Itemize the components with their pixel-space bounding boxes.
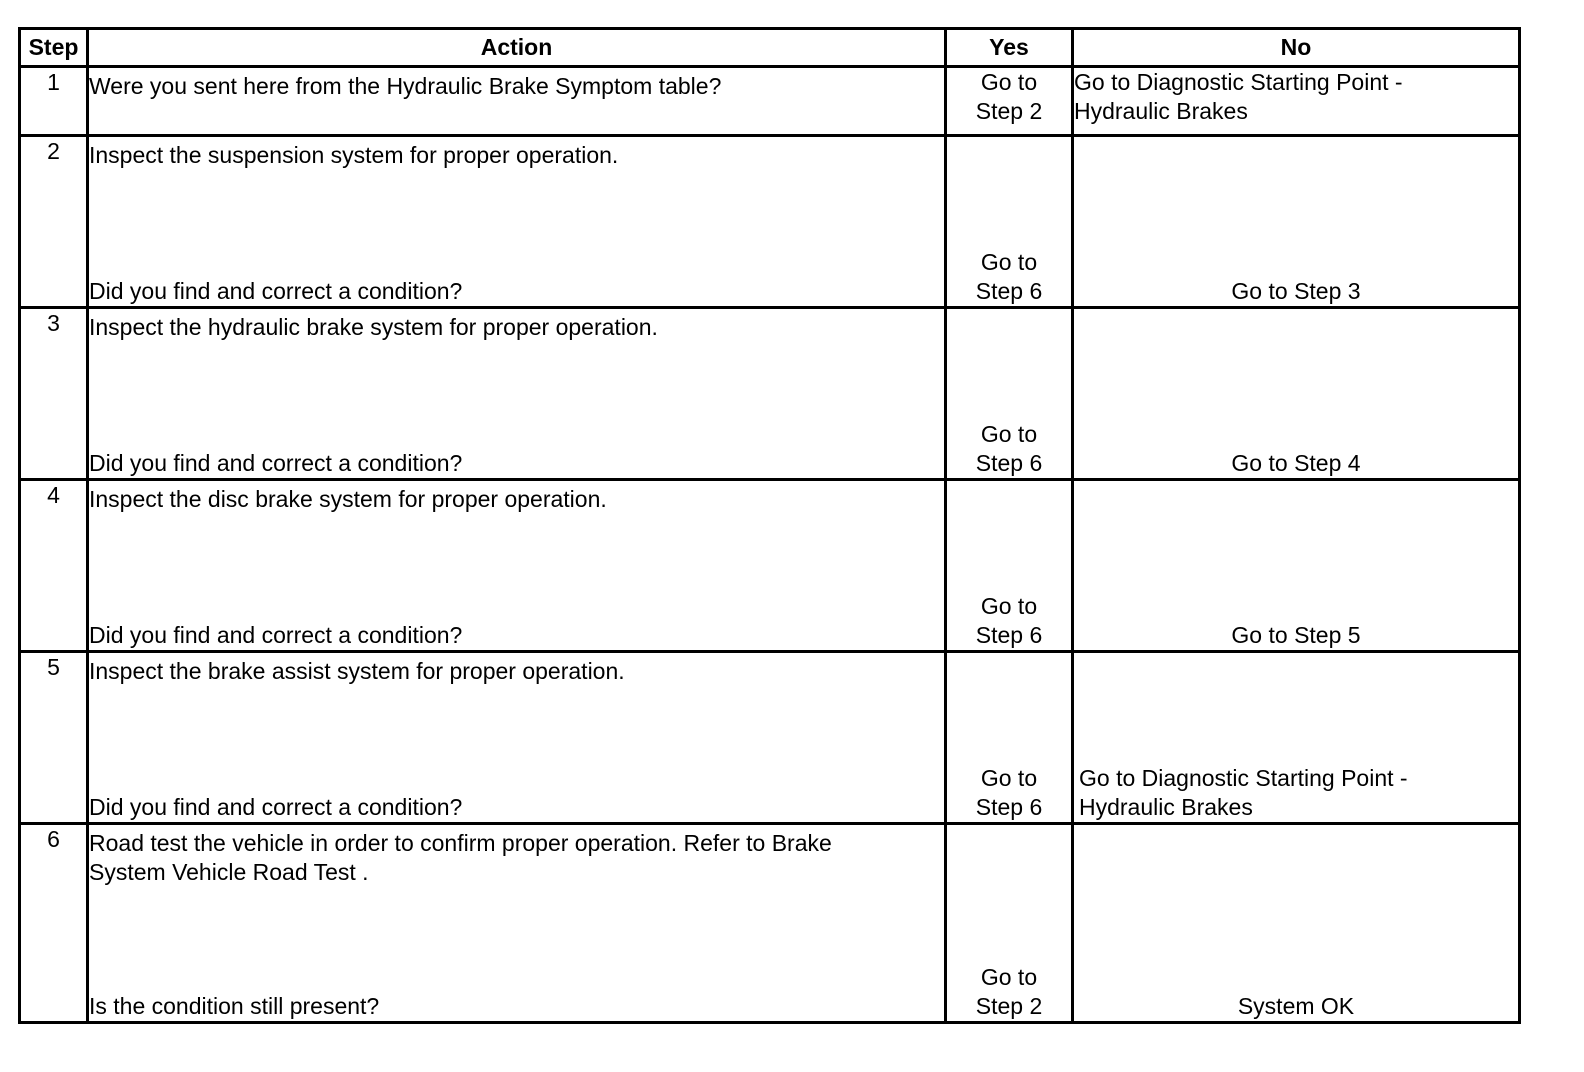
step-number: 1 [20, 67, 88, 136]
action-instruction: Inspect the brake assist system for proper operation. [89, 658, 625, 684]
action-question: Did you find and correct a condition? [89, 794, 463, 820]
no-link[interactable]: Go to Step 5 [1231, 622, 1361, 648]
header-row [20, 29, 1520, 67]
action-question: Did you find and correct a condition? [89, 450, 463, 476]
yes-cell [946, 67, 1073, 136]
step-number: 3 [20, 308, 88, 480]
no-link[interactable] [1079, 764, 1512, 822]
action-cell [88, 67, 946, 136]
table-row [20, 480, 1520, 652]
action-question: Is the condition still present? [89, 993, 380, 1019]
no-cell [1073, 824, 1520, 1023]
header-no: No [1073, 29, 1520, 67]
table-row [20, 824, 1520, 1023]
no-link[interactable]: Go to Step 3 [1231, 278, 1361, 304]
action-cell [88, 824, 946, 1023]
header-action: Action [88, 29, 946, 67]
step-number: 4 [20, 480, 88, 652]
action-instruction: Inspect the disc brake system for proper operation. [89, 486, 607, 512]
yes-link[interactable]: Go to Step 6 [975, 249, 1043, 304]
step-number: 6 [20, 824, 88, 1023]
action-cell [88, 652, 946, 824]
action-instruction: Road test the vehicle in order to confirm proper operation. Refer to Brake System Vehicle Road Test . [89, 830, 832, 885]
yes-link[interactable]: Go to Step 2 [975, 964, 1043, 1019]
yes-link[interactable]: Go to Step 6 [975, 593, 1043, 648]
action-question: Did you find and correct a condition? [89, 622, 463, 648]
header-step: Step [20, 29, 88, 67]
action-cell [88, 136, 946, 308]
no-link-text: Go to Diagnostic Starting Point - Hydraulic Brakes [1079, 765, 1408, 820]
action-cell [88, 480, 946, 652]
no-status: System OK [1237, 993, 1355, 1019]
action-cell [88, 308, 946, 480]
no-cell [1073, 652, 1520, 824]
yes-cell [946, 308, 1073, 480]
action-text: Were you sent here from the Hydraulic Brake Symptom table? [89, 73, 722, 99]
no-link[interactable]: Go to Step 4 [1231, 450, 1361, 476]
yes-cell [946, 824, 1073, 1023]
yes-cell [946, 480, 1073, 652]
yes-cell [946, 652, 1073, 824]
step-number: 5 [20, 652, 88, 824]
yes-link[interactable]: Go to Step 2 [975, 69, 1043, 124]
action-instruction: Inspect the hydraulic brake system for proper operation. [89, 314, 658, 340]
step-number: 2 [20, 136, 88, 308]
yes-link[interactable]: Go to Step 6 [975, 421, 1043, 476]
no-cell [1073, 308, 1520, 480]
action-question: Did you find and correct a condition? [89, 278, 463, 304]
diagnostic-table [18, 27, 1521, 1024]
yes-link[interactable]: Go to Step 6 [975, 765, 1043, 820]
no-link[interactable]: Go to Diagnostic Starting Point - Hydraulic Brakes [1074, 69, 1403, 124]
no-cell [1073, 480, 1520, 652]
no-cell [1073, 67, 1520, 136]
table-row [20, 67, 1520, 136]
table-row [20, 652, 1520, 824]
no-cell [1073, 136, 1520, 308]
header-yes: Yes [946, 29, 1073, 67]
yes-cell [946, 136, 1073, 308]
action-instruction: Inspect the suspension system for proper operation. [89, 142, 619, 168]
table-row [20, 136, 1520, 308]
table-row [20, 308, 1520, 480]
